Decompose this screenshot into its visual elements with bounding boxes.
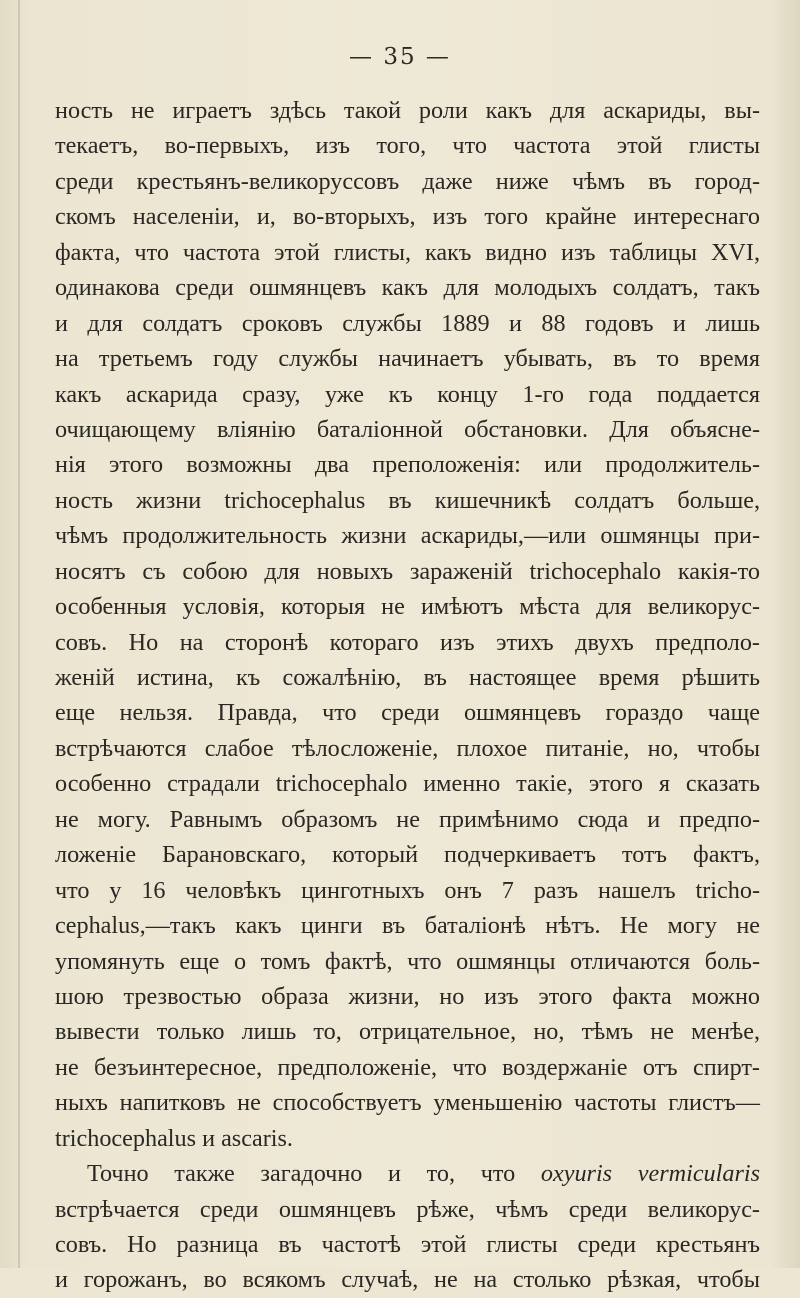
text-line-11: нія этого возможны два преположенія: или продолжитель-: [55, 451, 760, 479]
text-line-16: совъ. Но на сторонѣ котораго изъ этихъ двухъ предполо-: [55, 628, 760, 656]
species-name-italic: oxyuris vermicularis: [540, 1160, 761, 1188]
text-line-10: очищающему вліянію баталіонной обстановки. Для объясне-: [55, 415, 760, 443]
page-gutter-shadow: [18, 0, 20, 1268]
text-line-29: ныхъ напитковъ не способствуетъ уменьшенію частоты глистъ—: [55, 1089, 760, 1117]
text-line-23: что у 16 человѣкъ цинготныхъ онъ 7 разъ нашелъ tricho-: [55, 876, 760, 904]
text-line-19: встрѣчаются слабое тѣлосложеніе, плохое питаніе, но, чтобы: [55, 734, 760, 762]
paragraph-2-line-1-text: Точно также загадочно и то, что: [87, 1160, 541, 1188]
body-text: [55, 93, 760, 1298]
text-line-20: особенно страдали trichocephalo именно такіе, этого я сказать: [55, 770, 760, 798]
text-line-3: среди крестьянъ-великоруссовъ даже ниже чѣмъ въ город-: [55, 167, 760, 195]
text-line-27: вывести только лишь то, отрицательное, но, тѣмъ не менѣе,: [55, 1018, 760, 1046]
text-line-1: ность не играетъ здѣсь такой роли какъ для аскариды, вы-: [55, 97, 760, 124]
text-line-25: упомянуть еще о томъ фактѣ, что ошмянцы отличаются боль-: [55, 947, 760, 975]
text-line-26: шою трезвостью образа жизни, но изъ этого факта можно: [55, 982, 760, 1010]
text-line-4: скомъ населеніи, и, во-вторыхъ, изъ того крайне интереснаго: [55, 203, 760, 231]
page-number: — 35 —: [349, 44, 451, 70]
text-line-30: trichocephalus и ascaris.: [55, 1124, 293, 1152]
text-line-12: ность жизни trichocephalus въ кишечникѣ солдатъ больше,: [55, 486, 760, 514]
paragraph-2-line-4: и горожанъ, во всякомъ случаѣ, не на столько рѣзкая, чтобы: [55, 1266, 760, 1294]
text-line-2: текаетъ, во-первыхъ, изъ того, что частота этой глисты: [55, 132, 760, 160]
text-line-8: на третьемъ году службы начинаетъ убывать, въ то время: [55, 345, 760, 373]
text-line-21: не могу. Равнымъ образомъ не примѣнимо сюда и предпо-: [55, 805, 760, 833]
text-line-13: чѣмъ продолжительность жизни аскариды,—или ошмянцы при-: [55, 522, 760, 550]
text-line-14: носятъ съ собою для новыхъ зараженій trichocephalo какія-то: [55, 557, 760, 585]
paragraph-2-line-2: встрѣчается среди ошмянцевъ рѣже, чѣмъ среди великорус-: [55, 1195, 760, 1223]
text-line-5: факта, что частота этой глисты, какъ видно изъ таблицы XVI,: [55, 238, 760, 266]
text-line-22: ложеніе Барановскаго, который подчеркиваетъ тотъ фактъ,: [55, 841, 760, 869]
text-line-18: еще нельзя. Правда, что среди ошмянцевъ гораздо чаще: [55, 699, 760, 727]
text-line-17: женій истина, къ сожалѣнію, въ настоящее время рѣшить: [55, 664, 760, 691]
paragraph-2-line-1: [55, 1156, 760, 1191]
text-line-28: не безъинтересное, предположеніе, что воздержаніе отъ спирт-: [55, 1053, 760, 1081]
text-line-7: и для солдатъ сроковъ службы 1889 и 88 годовъ и лишь: [55, 309, 760, 337]
text-line-6: одинакова среди ошмянцевъ какъ для молодыхъ солдатъ, такъ: [55, 274, 760, 302]
text-line-24: cephalus,—такъ какъ цинги въ баталіонѣ нѣтъ. Не могу не: [55, 912, 760, 940]
text-line-9: какъ аскарида сразу, уже къ концу 1-го года поддается: [55, 380, 760, 408]
text-line-15: особенныя условія, которыя не имѣютъ мѣста для великорус-: [55, 593, 760, 621]
paragraph-2-line-3: совъ. Но разница въ частотѣ этой глисты среди крестьянъ: [55, 1231, 760, 1258]
